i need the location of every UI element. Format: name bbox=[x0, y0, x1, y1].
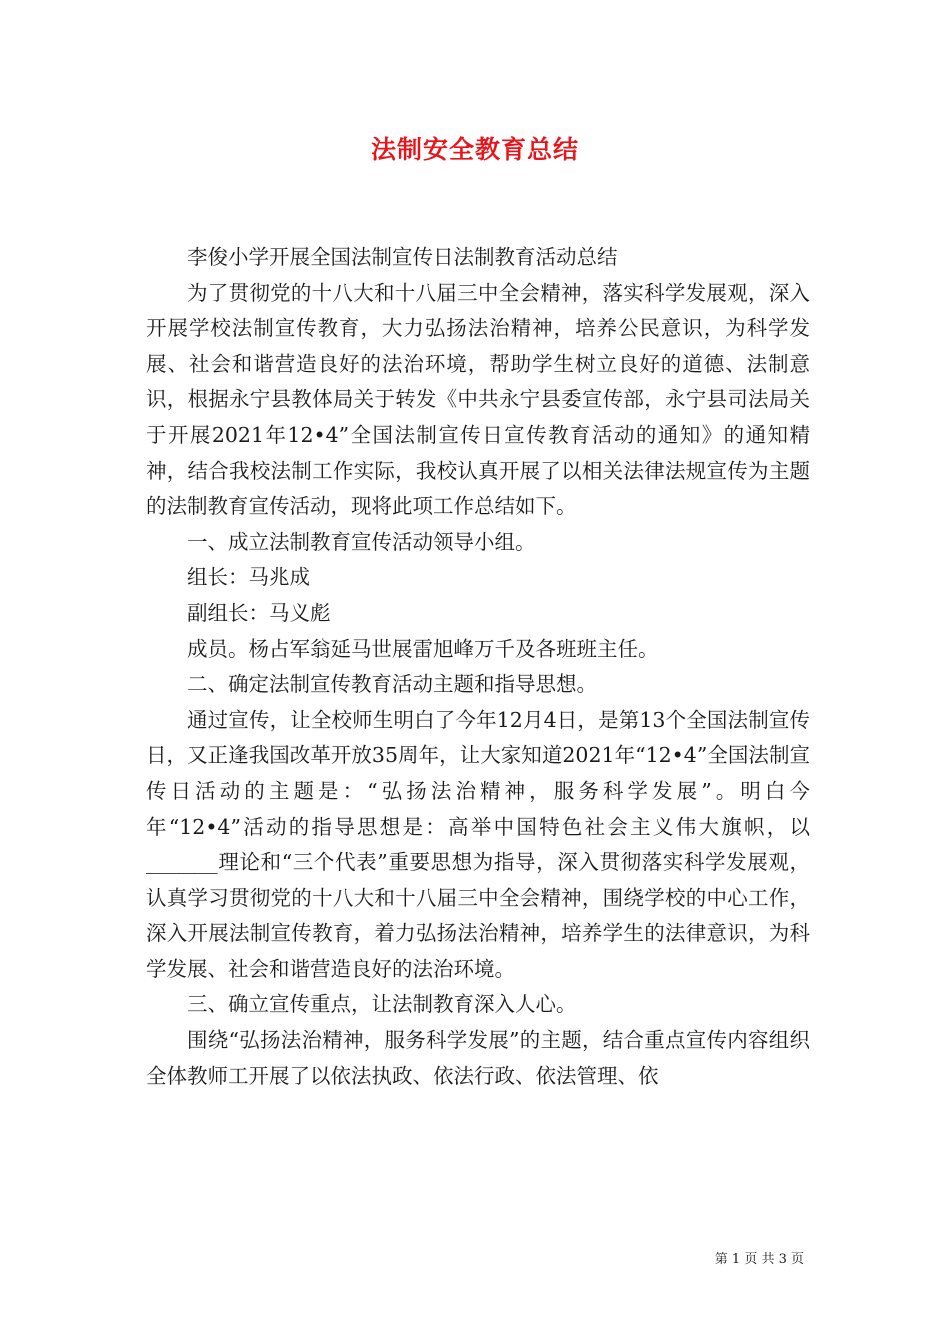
paragraph-section-1-heading: 一、成立法制教育宣传活动领导小组。 bbox=[187, 529, 536, 554]
paragraph-intro: 为了贯彻党的十八大和十八届三中全会精神，落实科学发展观，深入开展学校法制宣传教育，大力弘扬法治精神，培养公民意识，为科学发展、社会和谐营造良好的法治环境，帮助学生树立良好的道德、法制意识，根据永宁县教体局关于转发《中共永宁县委宣传部，永宁县司法局关于开展2021年12•4”全国法制宣传日宣传教育活动的通知》的通知精神，结合我校法制工作实际，我校认真开展了以相关法律法规宣传为主题的法制教育宣传活动，现将此项工作总结如下。 bbox=[146, 280, 810, 519]
paragraph-section-2-heading: 二、确定法制宣传教育活动主题和指导思想。 bbox=[187, 672, 597, 697]
paragraph-deputy-leader: 副组长：马义彪 bbox=[187, 600, 331, 625]
page-number-footer: 第 1 页 共 3 页 bbox=[714, 1252, 804, 1267]
paragraph-section-2-body: 通过宣传，让全校师生明白了今年12月4日，是第13个全国法制宣传日，又正逢我国改革开放35周年，让大家知道2021年“12•4”全国法制宣传日活动的主题是：“弘扬法治精神，服务科学发展”。明白今年“12•4”活动的指导思想是：高举中国特色社会主义伟大旗帜，以_______理论和“三个代表”重要思想为指导，深入贯彻落实科学发展观，认真学习贯彻党的十八大和十八届三中全会精神，围绕学校的中心工作，深入开展法制宣传教育，着力弘扬法治精神，培养学生的法律意识，为科学发展、社会和谐营造良好的法治环境。 bbox=[146, 707, 810, 981]
paragraph-members: 成员。杨占军翁延马世展雷旭峰万千及各班班主任。 bbox=[187, 636, 659, 661]
document-body bbox=[146, 240, 810, 1094]
document-title: 法制安全教育总结 bbox=[370, 135, 579, 164]
paragraph-section-3-heading: 三、确立宣传重点，让法制教育深入人心。 bbox=[187, 992, 577, 1017]
paragraph-leader: 组长：马兆成 bbox=[187, 565, 310, 590]
paragraph-section-3-body: 围绕“弘扬法治精神，服务科学发展”的主题，结合重点宣传内容组织全体教师工开展了以依法执政、依法行政、依法管理、依 bbox=[146, 1028, 810, 1088]
paragraph-subtitle: 李俊小学开展全国法制宣传日法制教育活动总结 bbox=[187, 245, 618, 269]
